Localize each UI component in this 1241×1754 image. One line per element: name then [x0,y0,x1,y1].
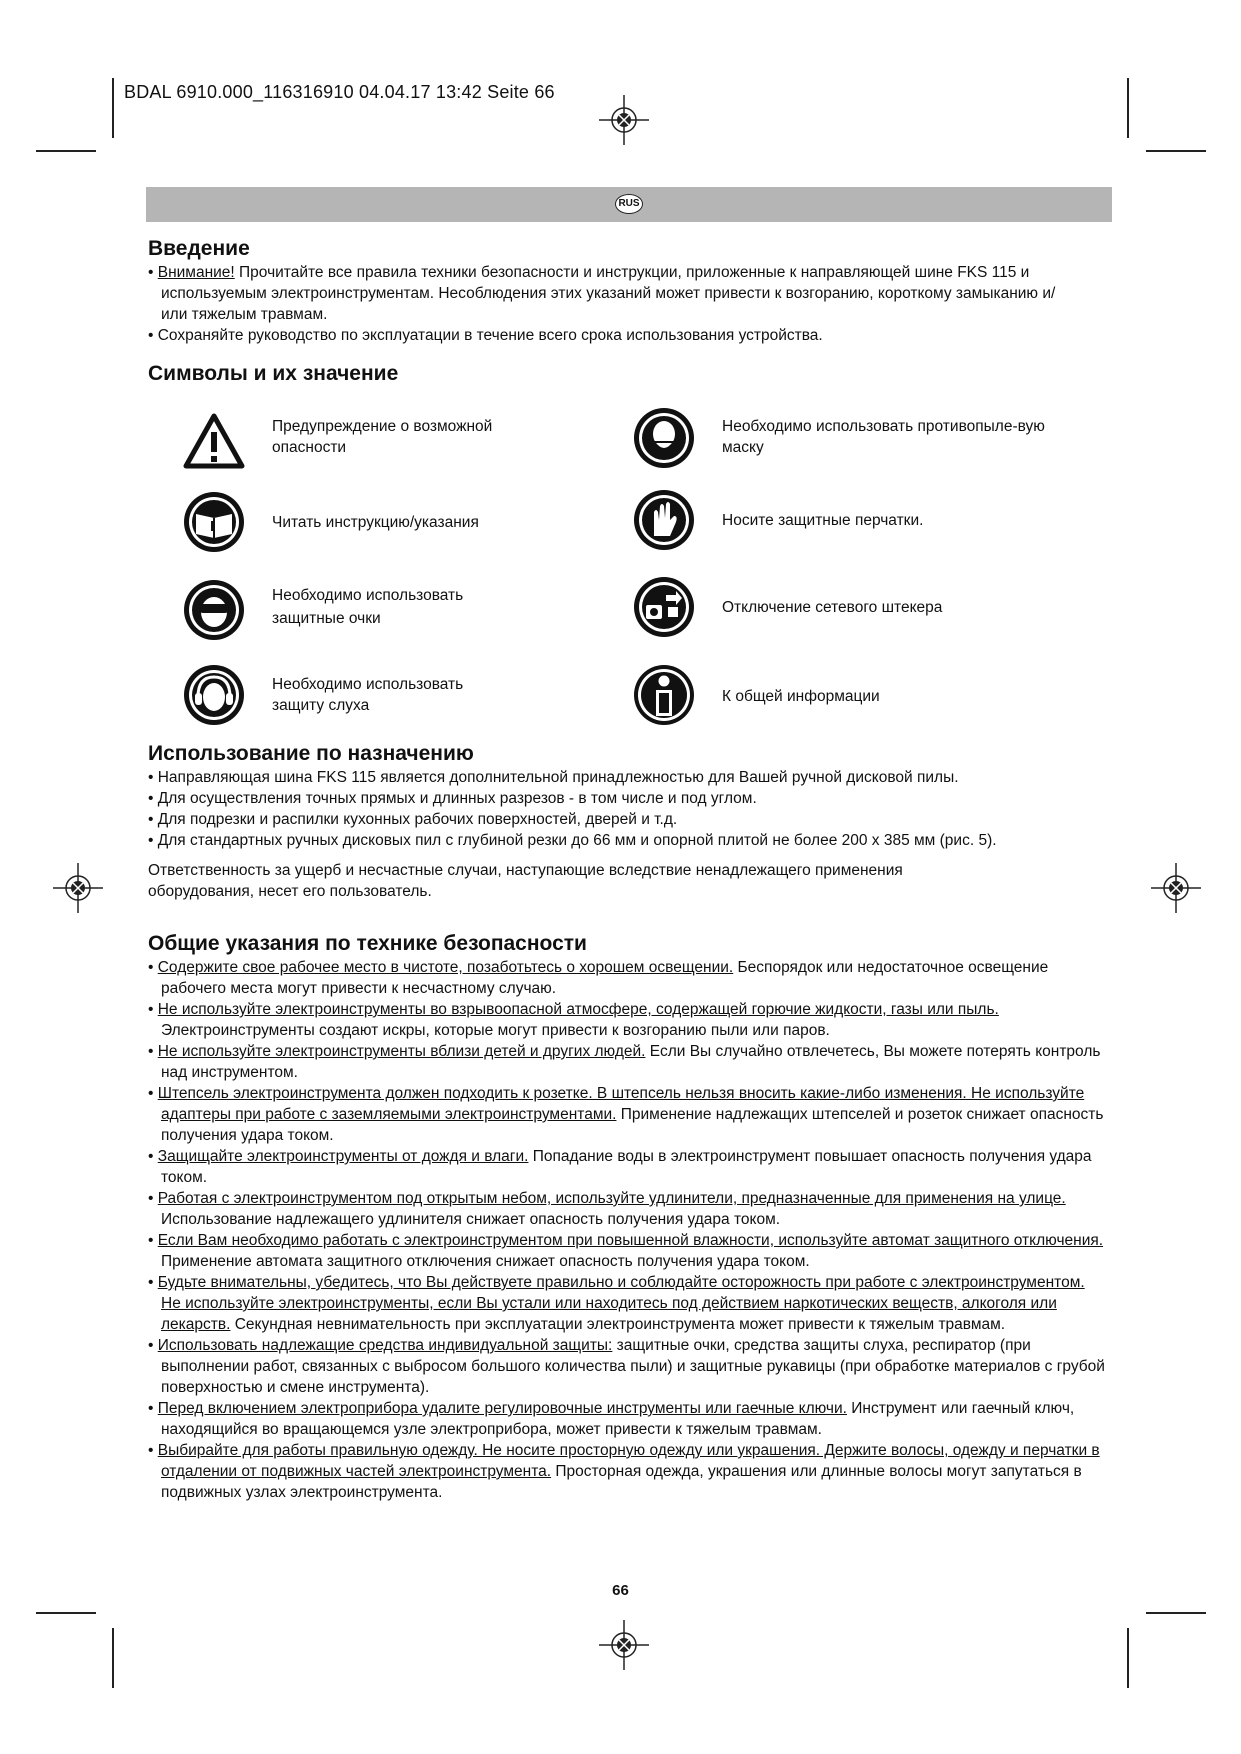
registration-mark-icon [53,863,103,913]
section-title: Введение [148,237,250,260]
safety-goggles-icon [182,578,246,642]
crop-mark [112,1628,114,1688]
symbol-label: Носите защитные перчатки. [722,512,924,529]
registration-mark-icon [599,95,649,145]
list-item: • Будьте внимательны, убедитесь, что Вы действуете правильно и соблюдайте осторожность при работе с электроинструментом. Не используйте электроинструменты, если Вы устали или находитесь под действием наркотических веществ, алкоголя или лекарств. Секундная невнимательность при эксплуатации электроинструмента может привести к тяжелым травмам. [148,1272,1108,1335]
symbol-label: К общей информации [722,688,880,705]
page-number: 66 [612,1582,629,1599]
list-item: • Выбирайте для работы правильную одежду. Не носите просторную одежду или украшения. Держите волосы, одежду и перчатки в отдалении от подвижных частей электроинструмента. Просторная одежда, украшения или длинные волосы могут запутаться в подвижных узлах электроинструмента. [148,1440,1108,1503]
symbol-label: Необходимо использовать противопыле-вую маску [722,418,1045,456]
symbol-label: Предупреждение о возможной опасности [272,418,493,456]
section-title: Символы и их значение [148,362,399,385]
unplug-icon [632,575,696,639]
language-badge: RUS [615,194,643,214]
symbols-section [148,363,1108,387]
list-item: • Для осуществления точных прямых и длинных разрезов - в том числе и под углом. [148,788,1108,809]
usage-section [148,743,1108,902]
registration-mark-icon [1151,863,1201,913]
crop-mark [1146,1612,1206,1614]
gloves-icon [632,488,696,552]
crop-mark [112,78,114,138]
dust-mask-icon [632,406,696,470]
intro-section [148,238,1108,346]
read-manual-icon [182,490,246,554]
list-item: • Защищайте электроинструменты от дождя и влаги. Попадание воды в электроинструмент повышает опасность получения удара током. [148,1146,1108,1188]
crop-mark [1146,150,1206,152]
symbol-label: Необходимо использовать защиту слуха [272,676,464,714]
list-item: • Содержите свое рабочее место в чистоте, позаботьтесь о хорошем освещении. Беспорядок или недостаточное освещение рабочего места могут привести к несчастному случаю. [148,957,1108,999]
list-item: • Перед включением электроприбора удалите регулировочные инструменты или гаечные ключи. Инструмент или гаечный ключ, находящийся во вращающемся узле электроприбора, может привести к тяжелым травмам. [148,1398,1108,1440]
safety-section [148,933,1108,1503]
symbol-label: Отключение сетевого штекера [722,599,943,616]
list-item: • Сохраняйте руководство по эксплуатации в течение всего срока использования устройства. [148,325,1108,346]
print-header: BDAL 6910.000_116316910 04.04.17 13:42 Seite 66 [124,82,555,102]
symbol-label: Необходимо использовать защитные очки [272,587,464,627]
list-item: • Для стандартных ручных дисковых пил с глубиной резки до 66 мм и опорной плитой не более 200 x 385 мм (рис. 5). [148,830,1108,851]
crop-mark [1127,1628,1129,1688]
list-item: • Для подрезки и распилки кухонных рабочих поверхностей, дверей и т.д. [148,809,1108,830]
registration-mark-icon [599,1620,649,1670]
info-icon [632,663,696,727]
section-title: Использование по назначению [148,742,474,765]
crop-mark [36,1612,96,1614]
list-item: • Направляющая шина FKS 115 является дополнительной принадлежностью для Вашей ручной дисковой пилы. [148,767,1108,788]
list-item: • Не используйте электроинструменты во взрывоопасной атмосфере, содержащей горючие жидкости, газы или пыль. Электроинструменты создают искры, которые могут привести к возгоранию пыли или паров. [148,999,1108,1041]
ear-protection-icon [182,663,246,727]
symbol-label: Читать инструкцию/указания [272,514,479,531]
section-title: Общие указания по технике безопасности [148,932,587,955]
list-item: • Не используйте электроинструменты вблизи детей и других людей. Если Вы случайно отвлечетесь, Вы можете потерять контроль над инструментом. [148,1041,1108,1083]
language-bar [146,187,1112,222]
crop-mark [1127,78,1129,138]
liability-note: Ответственность за ущерб и несчастные случаи, наступающие вследствие ненадлежащего применения оборудования, несет его пользователь. [148,862,903,900]
warning-triangle-icon [182,410,246,474]
list-item: • Использовать надлежащие средства индивидуальной защиты: защитные очки, средства защиты слуха, респиратор (при выполнении работ, связанных с выбросом большого количества пыли) и защитные рукавицы (при обработке материалов с грубой поверхностью и смене инструмента). [148,1335,1108,1398]
list-item: • Штепсель электроинструмента должен подходить к розетке. В штепсель нельзя вносить какие-либо изменения. Не используйте адаптеры при работе с заземляемыми электроинструментами. Применение надлежащих штепселей и розеток снижает опасность получения удара током. [148,1083,1108,1146]
list-item: • Внимание! Прочитайте все правила техники безопасности и инструкции, приложенные к направляющей шине FKS 115 и используемым электроинструментам. Несоблюдения этих указаний может привести к возгоранию, короткому замыканию и/или тяжелым травмам. [148,262,1108,325]
list-item: • Работая с электроинструментом под открытым небом, используйте удлинители, предназначенные для применения на улице. Использование надлежащего удлинителя снижает опасность получения удара током. [148,1188,1108,1230]
crop-mark [36,150,96,152]
list-item: • Если Вам необходимо работать с электроинструментом при повышенной влажности, используйте автомат защитного отключения. Применение автомата защитного отключения снижает опасность получения удара током. [148,1230,1108,1272]
